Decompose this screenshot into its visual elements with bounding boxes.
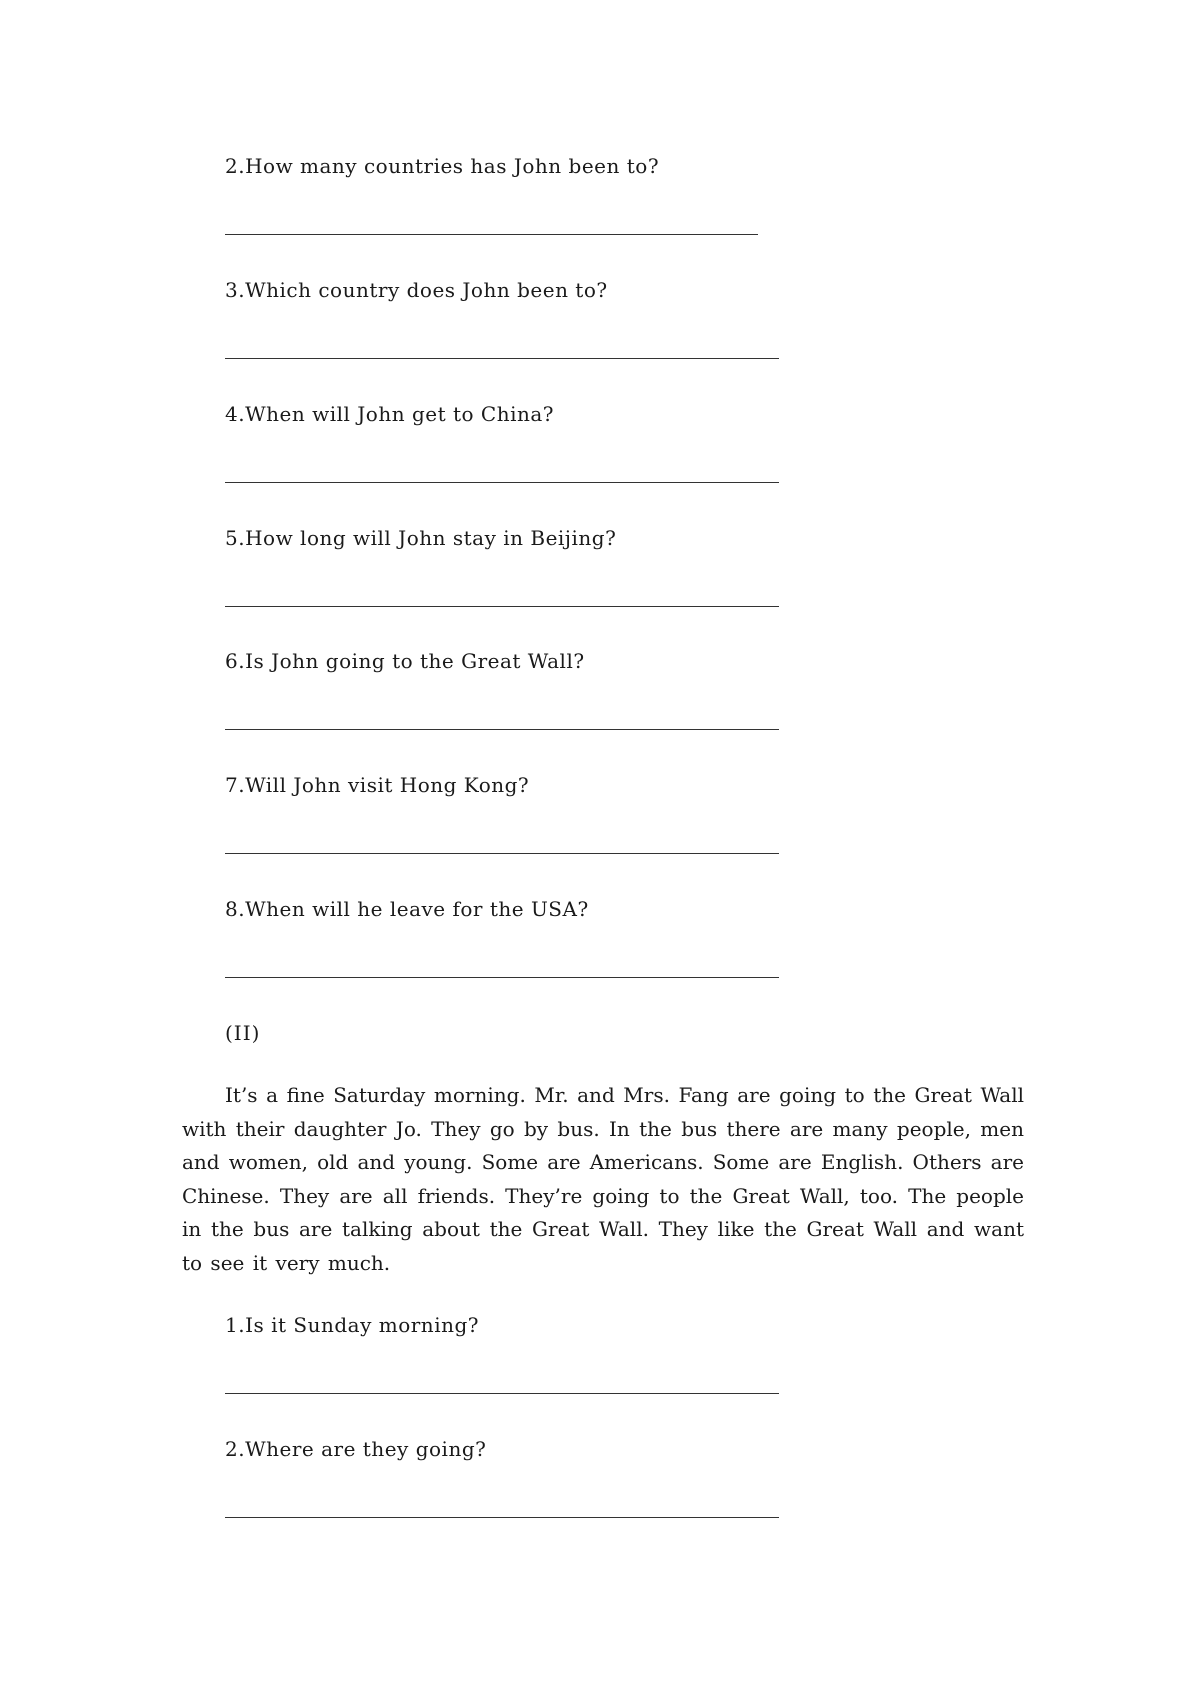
question-item bbox=[225, 277, 825, 303]
answer-line[interactable] bbox=[225, 729, 779, 730]
question-text: 7.Will John visit Hong Kong? bbox=[225, 773, 530, 797]
answer-line[interactable] bbox=[225, 482, 779, 483]
reading-passage: It’s a fine Saturday morning. Mr. and Mrs. Fang are going to the Great Wall with their daughter Jo. They go by bus. In the bus there are many people, men and women, old and young. Some are Americans. Some are English. Others are Chinese. They are all friends. They’re going to the Great Wall, too. The people in the bus are talking about the Great Wall. They like the Great Wall and want to see it very much. bbox=[182, 1083, 1024, 1275]
answer-line[interactable] bbox=[225, 1393, 779, 1394]
question-item bbox=[225, 648, 825, 674]
question-item bbox=[225, 896, 825, 922]
question-item bbox=[225, 525, 825, 551]
question-text: 8.When will he leave for the USA? bbox=[225, 897, 589, 921]
question-text: 2.Where are they going? bbox=[225, 1437, 487, 1461]
answer-line[interactable] bbox=[225, 1517, 779, 1518]
question-text: 3.Which country does John been to? bbox=[225, 278, 608, 302]
question-text: 5.How long will John stay in Beijing? bbox=[225, 526, 617, 550]
question-item bbox=[225, 772, 825, 798]
answer-line[interactable] bbox=[225, 606, 779, 607]
question-item bbox=[225, 1312, 825, 1338]
section-label: (II) bbox=[225, 1021, 261, 1045]
question-text: 2.How many countries has John been to? bbox=[225, 154, 660, 178]
answer-line[interactable] bbox=[225, 358, 779, 359]
question-item bbox=[225, 153, 825, 179]
question-text: 1.Is it Sunday morning? bbox=[225, 1313, 479, 1337]
question-text: 4.When will John get to China? bbox=[225, 402, 555, 426]
answer-line[interactable] bbox=[225, 853, 779, 854]
question-item bbox=[225, 1436, 825, 1462]
question-item bbox=[225, 401, 825, 427]
question-text: 6.Is John going to the Great Wall? bbox=[225, 649, 585, 673]
answer-line[interactable] bbox=[225, 977, 779, 978]
answer-line[interactable] bbox=[225, 234, 758, 235]
